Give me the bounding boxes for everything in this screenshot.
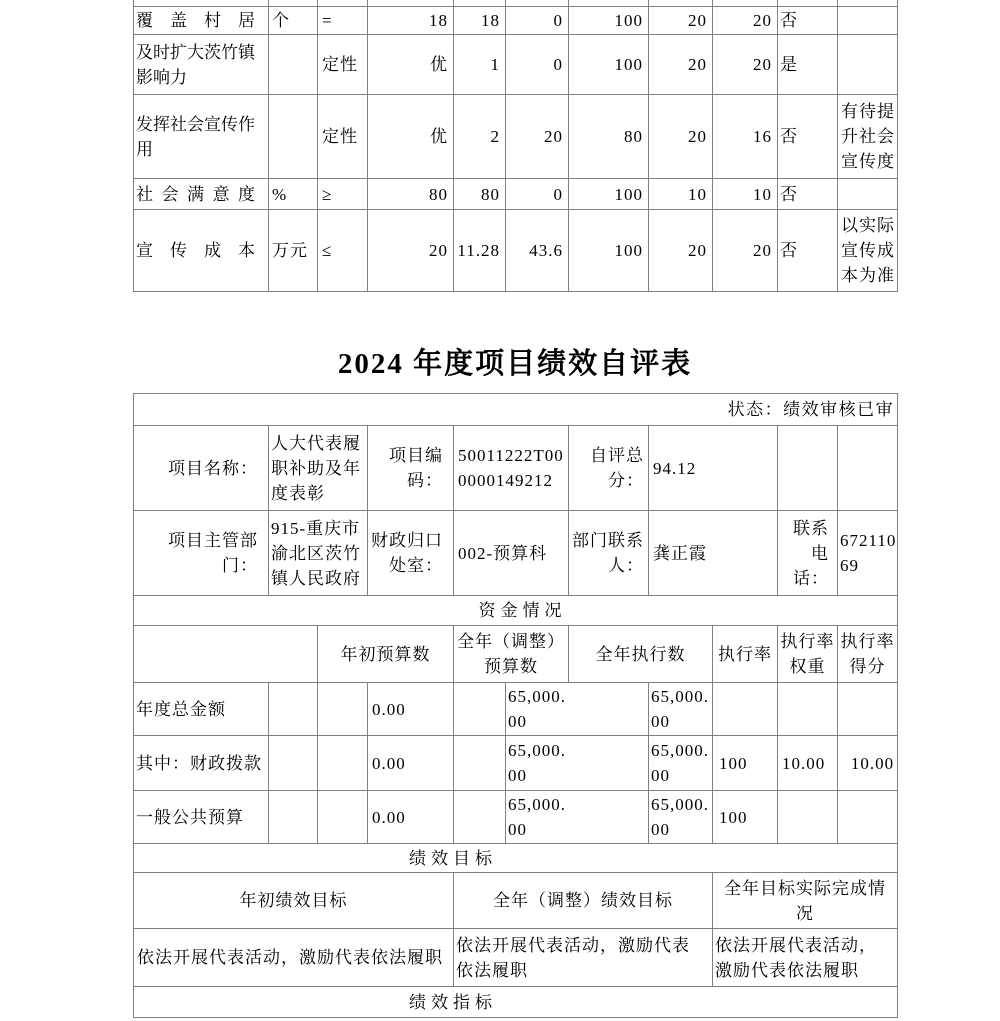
empty-cell (454, 791, 506, 844)
cell-score: 10 (713, 179, 778, 210)
goals-text-row (134, 929, 898, 987)
contact-label: 部门联系人： (569, 511, 649, 596)
cell-target: 18 (368, 7, 454, 35)
cell-relation: = (318, 7, 368, 35)
header-adjusted-goal: 全年（调整）绩效目标 (454, 873, 713, 929)
funding-row-label: 其中：财政拨款 (134, 736, 269, 791)
initial-goal-text: 依法开展代表活动，激励代表依法履职 (134, 929, 454, 987)
cell-remark (838, 35, 898, 95)
table-row (134, 179, 898, 210)
self-score-value: 94.12 (649, 426, 778, 511)
project-info-row-1 (134, 426, 898, 511)
cell-score: 16 (713, 95, 778, 179)
cell-flag: 否 (778, 210, 838, 292)
cell-remark: 以实际宣传成本为准 (838, 210, 898, 292)
project-name-value: 人大代表履职补助及年度表彰 (269, 426, 368, 511)
cell-flag: 是 (778, 35, 838, 95)
initial-budget-value: 0.00 (368, 736, 454, 791)
cell-target: 优 (368, 95, 454, 179)
cell-indicator: 覆盖村居 (134, 7, 269, 35)
empty-cell (269, 791, 318, 844)
cell-unit (269, 95, 318, 179)
cell-score: 20 (713, 210, 778, 292)
project-info-row-2 (134, 511, 898, 596)
goal-completion-text: 依法开展代表活动，激励代表依法履职 (713, 929, 898, 987)
cell-score: 20 (713, 35, 778, 95)
exec-rate-score-value: 10.00 (838, 736, 898, 791)
empty-cell (134, 626, 318, 683)
cell-unit (269, 35, 318, 95)
header-exec-rate-weight: 执行率权重 (778, 626, 838, 683)
cell-weight: 10 (649, 179, 713, 210)
cell-remark (838, 7, 898, 35)
table-row (134, 95, 898, 179)
cell-relation: ≤ (318, 210, 368, 292)
self-evaluation-table (133, 393, 898, 1018)
cell-rate: 100 (569, 35, 649, 95)
cell-actual: 80 (454, 179, 506, 210)
funding-row-general-public (134, 791, 898, 844)
cell-target: 20 (368, 210, 454, 292)
initial-budget-value: 0.00 (368, 791, 454, 844)
cell-deviation: 20 (506, 95, 569, 179)
cell-weight: 20 (649, 35, 713, 95)
exec-rate-weight-value: 10.00 (778, 736, 838, 791)
header-exec-rate: 执行率 (713, 626, 778, 683)
indicators-section-row (134, 987, 898, 1018)
project-code-value: 50011222T000000149212 (454, 426, 569, 511)
project-code-label: 项目编码： (368, 426, 454, 511)
cell-flag: 否 (778, 7, 838, 35)
empty-cell (454, 736, 506, 791)
cell-score: 20 (713, 7, 778, 35)
cell-deviation: 43.6 (506, 210, 569, 292)
cell-actual: 18 (454, 7, 506, 35)
cell-unit: 个 (269, 7, 318, 35)
contact-value: 龚正霞 (649, 511, 778, 596)
indicators-section-title: 绩效指标 (134, 987, 898, 1018)
cell-indicator: 发挥社会宣传作用 (134, 95, 269, 179)
cell-rate: 100 (569, 7, 649, 35)
header-goal-completion: 全年目标实际完成情况 (713, 873, 898, 929)
cell-relation: 定性 (318, 35, 368, 95)
funding-row-label: 年度总金额 (134, 683, 269, 736)
cell-actual: 11.28 (454, 210, 506, 292)
goals-section-row (134, 844, 898, 873)
empty-cell (778, 426, 838, 511)
executed-value: 65,000.00 (649, 683, 713, 736)
funding-header-row (134, 626, 898, 683)
dept-value: 915-重庆市渝北区茨竹镇人民政府 (269, 511, 368, 596)
cell-remark: 有待提升社会宣传度 (838, 95, 898, 179)
cell-target: 80 (368, 179, 454, 210)
header-executed: 全年执行数 (569, 626, 713, 683)
exec-rate-value: 100 (713, 791, 778, 844)
exec-rate-value: 100 (713, 736, 778, 791)
cell-indicator: 宣传成本 (134, 210, 269, 292)
exec-rate-weight-value (778, 683, 838, 736)
header-adjusted-budget: 全年（调整）预算数 (454, 626, 569, 683)
cell-relation: ≥ (318, 179, 368, 210)
goals-section-title: 绩效目标 (134, 844, 898, 873)
cell-target: 优 (368, 35, 454, 95)
adjusted-budget-value: 65,000.00 (506, 736, 649, 791)
funding-section-row (134, 596, 898, 626)
empty-cell (838, 426, 898, 511)
self-score-label: 自评总分： (569, 426, 649, 511)
funding-row-total (134, 683, 898, 736)
table-row (134, 35, 898, 95)
table-row (134, 210, 898, 292)
funding-row-fiscal (134, 736, 898, 791)
cell-deviation: 0 (506, 7, 569, 35)
exec-rate-weight-value (778, 791, 838, 844)
empty-cell (318, 683, 368, 736)
cell-weight: 20 (649, 7, 713, 35)
cell-indicator: 社会满意度 (134, 179, 269, 210)
status-text: 状态：绩效审核已审 (134, 394, 898, 426)
cell-flag: 否 (778, 179, 838, 210)
cell-flag: 否 (778, 95, 838, 179)
adjusted-budget-value: 65,000.00 (506, 791, 649, 844)
empty-cell (318, 736, 368, 791)
finance-office-label: 财政归口处室： (368, 511, 454, 596)
cell-indicator: 及时扩大茨竹镇影响力 (134, 35, 269, 95)
executed-value: 65,000.00 (649, 791, 713, 844)
cell-weight: 20 (649, 95, 713, 179)
adjusted-goal-text: 依法开展代表活动，激励代表依法履职 (454, 929, 713, 987)
cell-remark (838, 179, 898, 210)
page-title: 2024 年度项目绩效自评表 (337, 348, 693, 380)
phone-label: 联系电话： (778, 511, 838, 596)
exec-rate-value (713, 683, 778, 736)
cell-rate: 80 (569, 95, 649, 179)
funding-row-label: 一般公共预算 (134, 791, 269, 844)
header-initial-goal: 年初绩效目标 (134, 873, 454, 929)
cell-relation: 定性 (318, 95, 368, 179)
header-initial-budget: 年初预算数 (318, 626, 454, 683)
cell-deviation: 0 (506, 35, 569, 95)
funding-section-title: 资金情况 (134, 596, 898, 626)
cell-unit: 万元 (269, 210, 318, 292)
status-row (134, 394, 898, 426)
empty-cell (318, 791, 368, 844)
exec-rate-score-value (838, 791, 898, 844)
cell-deviation: 0 (506, 179, 569, 210)
empty-cell (269, 683, 318, 736)
table-row (134, 7, 898, 35)
cell-rate: 100 (569, 210, 649, 292)
empty-cell (269, 736, 318, 791)
finance-office-value: 002-预算科 (454, 511, 569, 596)
dept-label: 项目主管部门： (134, 511, 269, 596)
indicator-table-top (133, 0, 898, 292)
adjusted-budget-value: 65,000.00 (506, 683, 649, 736)
executed-value: 65,000.00 (649, 736, 713, 791)
phone-value: 67211069 (838, 511, 898, 596)
exec-rate-score-value (838, 683, 898, 736)
project-name-label: 项目名称： (134, 426, 269, 511)
cell-unit: % (269, 179, 318, 210)
goals-header-row (134, 873, 898, 929)
empty-cell (454, 683, 506, 736)
cell-rate: 100 (569, 179, 649, 210)
header-exec-rate-score: 执行率得分 (838, 626, 898, 683)
initial-budget-value: 0.00 (368, 683, 454, 736)
cell-actual: 1 (454, 35, 506, 95)
cell-actual: 2 (454, 95, 506, 179)
cell-weight: 20 (649, 210, 713, 292)
